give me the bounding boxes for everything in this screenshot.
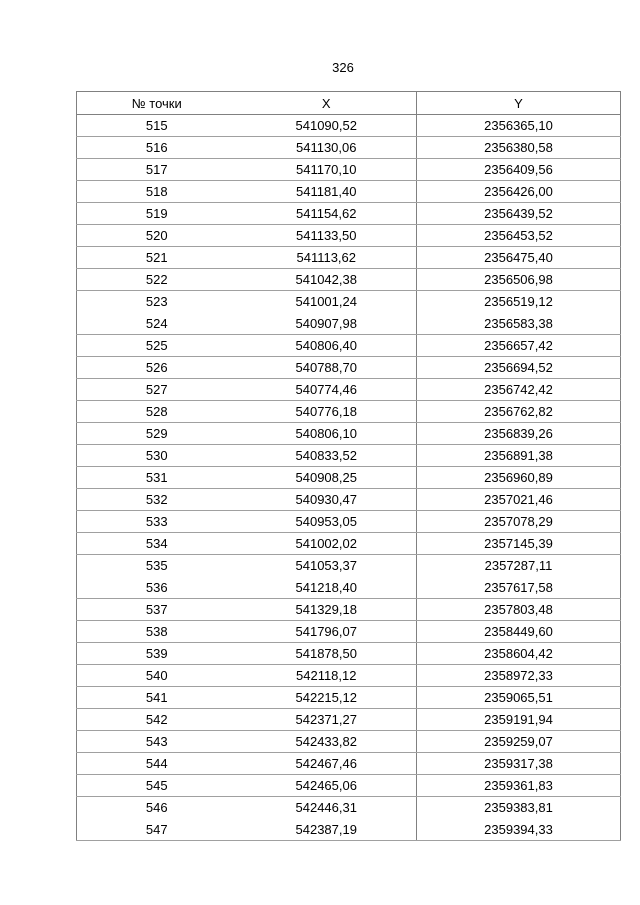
- point-number-cell: 539: [77, 643, 237, 665]
- x-coordinate-cell: 541113,62: [237, 247, 417, 269]
- table-row: [77, 665, 621, 687]
- x-coordinate-cell: 542467,46: [237, 753, 417, 775]
- x-coordinate-cell: 542371,27: [237, 709, 417, 731]
- header-x: X: [237, 92, 417, 115]
- y-coordinate-cell: 2357617,58: [417, 577, 621, 599]
- x-coordinate-cell: 542433,82: [237, 731, 417, 753]
- table-row: [77, 797, 621, 819]
- x-coordinate-cell: 540833,52: [237, 445, 417, 467]
- x-coordinate-cell: 540908,25: [237, 467, 417, 489]
- x-coordinate-cell: 541042,38: [237, 269, 417, 291]
- y-coordinate-cell: 2356475,40: [417, 247, 621, 269]
- x-coordinate-cell: 542215,12: [237, 687, 417, 709]
- table-row: [77, 511, 621, 533]
- point-number-cell: 527: [77, 379, 237, 401]
- x-coordinate-cell: 540776,18: [237, 401, 417, 423]
- table-row: [77, 401, 621, 423]
- y-coordinate-cell: 2357145,39: [417, 533, 621, 555]
- table-row: [77, 203, 621, 225]
- y-coordinate-cell: 2359259,07: [417, 731, 621, 753]
- point-number-cell: 521: [77, 247, 237, 269]
- y-coordinate-cell: 2358449,60: [417, 621, 621, 643]
- y-coordinate-cell: 2359383,81: [417, 797, 621, 819]
- table-row: [77, 137, 621, 159]
- y-coordinate-cell: 2356657,42: [417, 335, 621, 357]
- table-body: [77, 115, 621, 841]
- y-coordinate-cell: 2356583,38: [417, 313, 621, 335]
- point-number-cell: 518: [77, 181, 237, 203]
- point-number-cell: 535: [145, 558, 168, 574]
- x-coordinate-cell: 542387,19: [237, 819, 417, 841]
- table-row: [77, 247, 621, 269]
- x-coordinate-cell: 542446,31: [295, 800, 357, 816]
- y-coordinate-cell: 2356506,98: [417, 269, 621, 291]
- x-coordinate-cell: 541170,10: [237, 159, 417, 181]
- x-coordinate-cell: 541002,02: [237, 533, 417, 555]
- y-coordinate-cell: 2357021,46: [417, 489, 621, 511]
- table-row: [77, 621, 621, 643]
- table-row: [77, 819, 621, 841]
- header-y: Y: [417, 92, 621, 115]
- point-number-cell: 529: [77, 423, 237, 445]
- table-row: [77, 291, 621, 313]
- point-number-cell: 547: [77, 819, 237, 841]
- y-coordinate-cell: 2356742,42: [417, 379, 621, 401]
- point-number-cell: 520: [77, 225, 237, 247]
- x-coordinate-cell: 540806,40: [237, 335, 417, 357]
- x-coordinate-cell: 540930,47: [237, 489, 417, 511]
- table-row: [77, 467, 621, 489]
- y-coordinate-cell: 2357803,48: [417, 599, 621, 621]
- x-coordinate-cell: 541001,24: [295, 294, 357, 310]
- point-number-cell: 523: [145, 294, 168, 310]
- table-row: [77, 269, 621, 291]
- point-number-cell: 528: [77, 401, 237, 423]
- y-coordinate-cell: 2359065,51: [417, 687, 621, 709]
- table-row: [77, 489, 621, 511]
- x-coordinate-cell: 541053,37: [295, 558, 357, 574]
- table-row: [77, 599, 621, 621]
- table-row: [77, 115, 621, 137]
- point-number-cell: 533: [77, 511, 237, 533]
- table-row: [77, 731, 621, 753]
- table-row: [77, 445, 621, 467]
- table-row: [77, 335, 621, 357]
- point-number-cell: 540: [77, 665, 237, 687]
- coordinates-table: [76, 91, 621, 841]
- table-row: [77, 225, 621, 247]
- x-coordinate-cell: 541090,52: [237, 115, 417, 137]
- point-number-cell: 546: [145, 800, 168, 816]
- point-number-cell: 538: [77, 621, 237, 643]
- x-coordinate-cell: 541878,50: [237, 643, 417, 665]
- y-coordinate-cell: 2356762,82: [417, 401, 621, 423]
- x-coordinate-cell: 542465,06: [237, 775, 417, 797]
- y-coordinate-cell: 2356960,89: [417, 467, 621, 489]
- point-number-cell: 526: [77, 357, 237, 379]
- y-coordinate-cell: 2359317,38: [417, 753, 621, 775]
- point-number-cell: 534: [77, 533, 237, 555]
- table-row: [77, 357, 621, 379]
- y-coordinate-cell: 2357078,29: [417, 511, 621, 533]
- x-coordinate-cell: 541154,62: [237, 203, 417, 225]
- y-coordinate-cell: 2356380,58: [417, 137, 621, 159]
- x-coordinate-cell: 540788,70: [237, 357, 417, 379]
- table-row: [77, 709, 621, 731]
- table-row: [77, 687, 621, 709]
- table-row: [77, 159, 621, 181]
- point-number-cell: 516: [77, 137, 237, 159]
- y-coordinate-cell: 2356439,52: [417, 203, 621, 225]
- x-coordinate-cell: 540774,46: [237, 379, 417, 401]
- point-number-cell: 519: [77, 203, 237, 225]
- y-coordinate-cell: 2356519,12: [417, 291, 621, 313]
- x-coordinate-cell: 541181,40: [237, 181, 417, 203]
- table-row: [77, 313, 621, 335]
- x-coordinate-cell: 541329,18: [237, 599, 417, 621]
- y-coordinate-cell: 2359394,33: [417, 819, 621, 841]
- point-number-cell: 536: [77, 577, 237, 599]
- y-coordinate-cell: 2356453,52: [417, 225, 621, 247]
- x-coordinate-cell: 540953,05: [237, 511, 417, 533]
- x-coordinate-cell: 540806,10: [237, 423, 417, 445]
- point-number-cell: 530: [77, 445, 237, 467]
- table-row: [77, 753, 621, 775]
- point-number-cell: 517: [77, 159, 237, 181]
- y-coordinate-cell: 2357287,11: [417, 555, 621, 577]
- point-number-cell: 544: [77, 753, 237, 775]
- point-number-cell: 545: [77, 775, 237, 797]
- point-number-cell: 537: [77, 599, 237, 621]
- y-coordinate-cell: 2358972,33: [417, 665, 621, 687]
- x-coordinate-cell: 540907,98: [237, 313, 417, 335]
- header-point-number: № точки: [77, 92, 237, 115]
- y-coordinate-cell: 2356365,10: [417, 115, 621, 137]
- x-coordinate-cell: 541133,50: [237, 225, 417, 247]
- point-number-cell: 524: [77, 313, 237, 335]
- x-coordinate-cell: 541130,06: [237, 137, 417, 159]
- table-row: [77, 533, 621, 555]
- table-row: [77, 643, 621, 665]
- x-coordinate-cell: 541218,40: [237, 577, 417, 599]
- point-number-cell: 531: [77, 467, 237, 489]
- y-coordinate-cell: 2356891,38: [417, 445, 621, 467]
- table-row: [77, 555, 621, 577]
- table-row: [77, 775, 621, 797]
- table-row: [77, 181, 621, 203]
- table-header-row: [77, 92, 621, 115]
- y-coordinate-cell: 2356409,56: [417, 159, 621, 181]
- point-number-cell: 543: [77, 731, 237, 753]
- table-row: [77, 423, 621, 445]
- point-number-cell: 522: [77, 269, 237, 291]
- table-row: [77, 379, 621, 401]
- y-coordinate-cell: 2356839,26: [417, 423, 621, 445]
- point-number-cell: 525: [77, 335, 237, 357]
- page-number: 326: [332, 60, 354, 75]
- point-number-cell: 541: [77, 687, 237, 709]
- x-coordinate-cell: 541796,07: [237, 621, 417, 643]
- point-number-cell: 515: [77, 115, 237, 137]
- y-coordinate-cell: 2356694,52: [417, 357, 621, 379]
- point-number-cell: 542: [77, 709, 237, 731]
- y-coordinate-cell: 2358604,42: [417, 643, 621, 665]
- table-row: [77, 577, 621, 599]
- y-coordinate-cell: 2356426,00: [417, 181, 621, 203]
- point-number-cell: 532: [77, 489, 237, 511]
- y-coordinate-cell: 2359361,83: [417, 775, 621, 797]
- x-coordinate-cell: 542118,12: [237, 665, 417, 687]
- y-coordinate-cell: 2359191,94: [417, 709, 621, 731]
